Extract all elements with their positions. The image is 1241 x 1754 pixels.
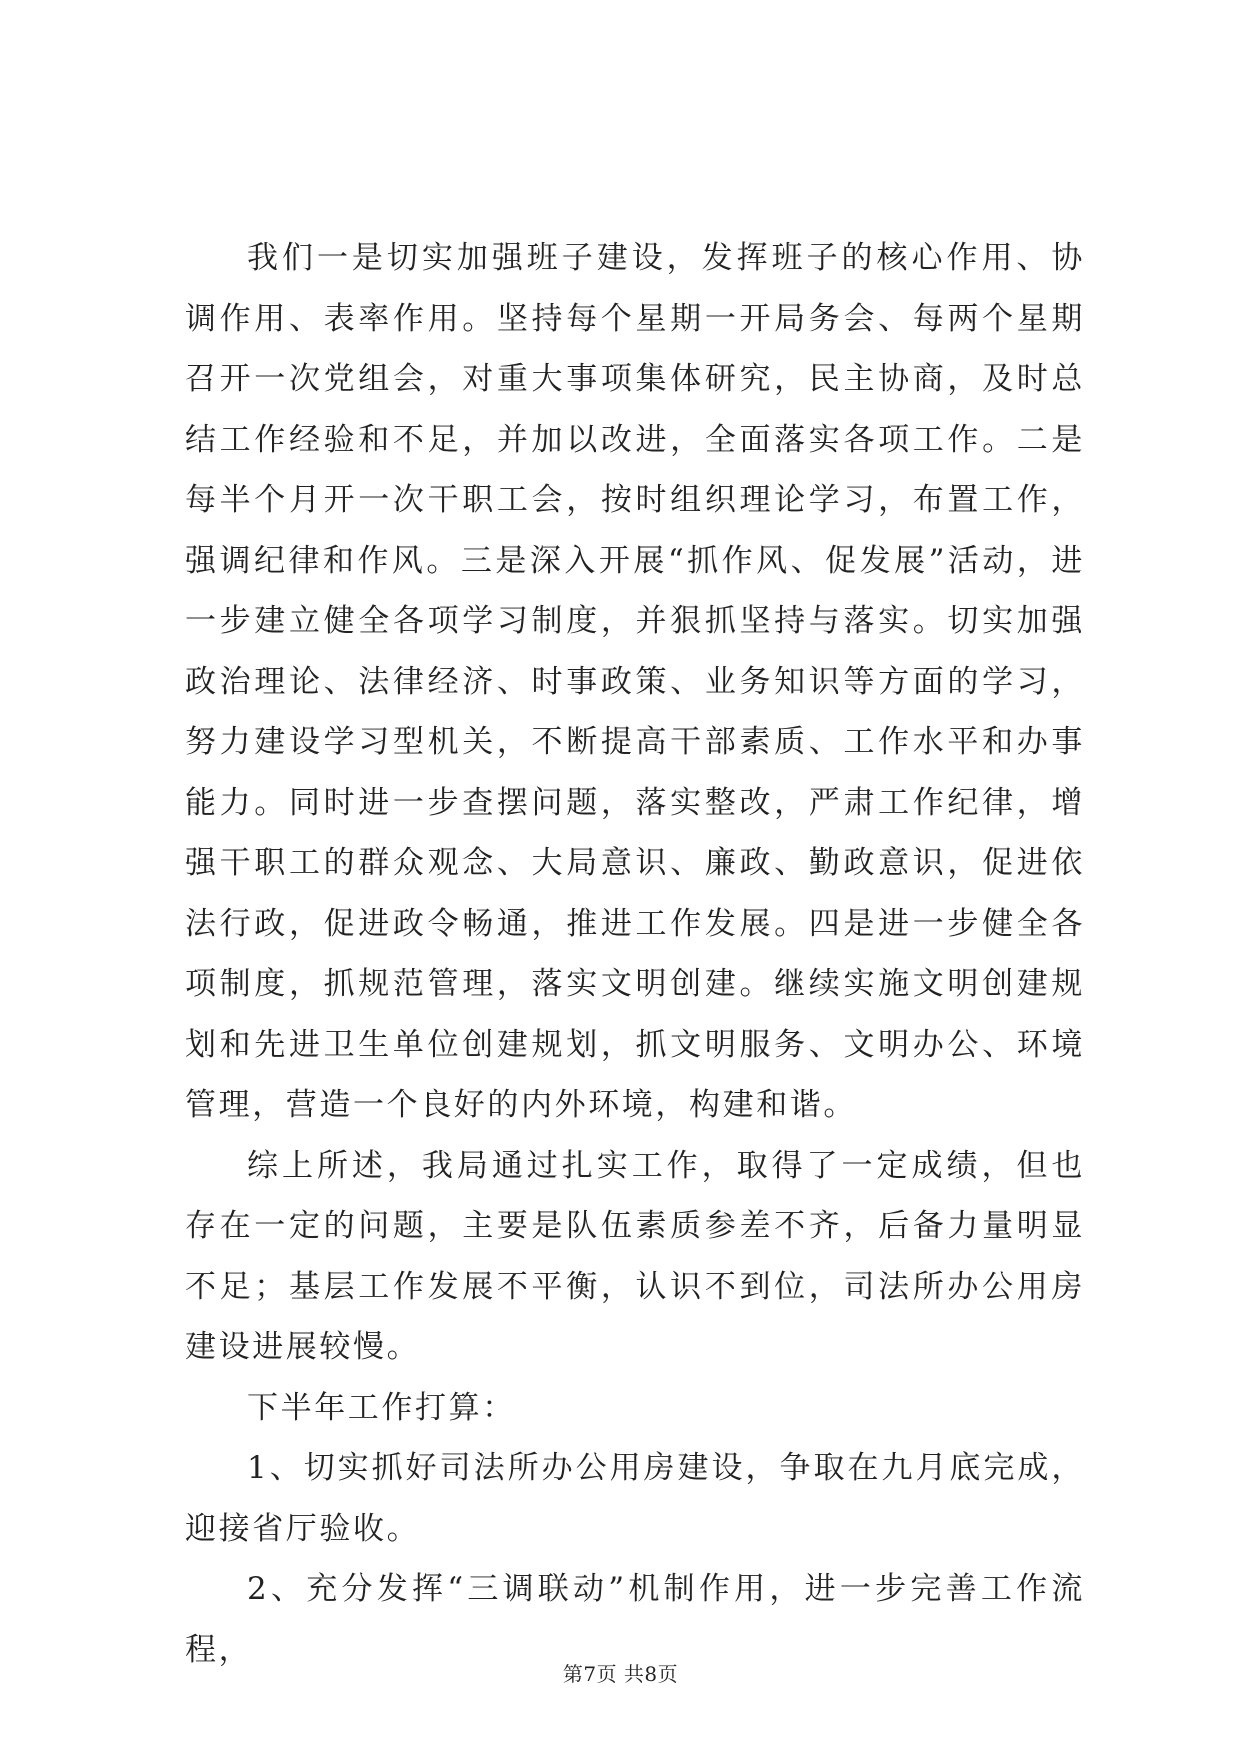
paragraph-summary: 综上所述，我局通过扎实工作，取得了一定成绩，但也存在一定的问题，主要是队伍素质参差不齐，后备力量明显不足；基层工作发展不平衡，认识不到位，司法所办公用房建设进展较慢。 bbox=[185, 1147, 1085, 1365]
body-text bbox=[185, 228, 1085, 1680]
paragraph-plan-item-2: 2、充分发挥“三调联动”机制作用，进一步完善工作流程， bbox=[185, 1571, 1085, 1668]
page-number-footer: 第7页 共8页 bbox=[562, 1662, 679, 1686]
paragraph-work-measures: 我们一是切实加强班子建设，发挥班子的核心作用、协调作用、表率作用。坚持每个星期一开局务会、每两个星期召开一次党组会，对重大事项集体研究，民主协商，及时总结工作经验和不足，并加以改进，全面落实各项工作。二是每半个月开一次干职工会，按时组织理论学习，布置工作，强调纪律和作风。三是深入开展“抓作风、促发展”活动，进一步建立健全各项学习制度，并狠抓坚持与落实。切实加强政治理论、法律经济、时事政策、业务知识等方面的学习，努力建设学习型机关，不断提高干部素质、工作水平和办事能力。同时进一步查摆问题，落实整改，严肃工作纪律，增强干职工的群众观念、大局意识、廉政、勤政意识，促进依法行政，促进政令畅通，推进工作发展。四是进一步健全各项制度，抓规范管理，落实文明创建。继续实施文明创建规划和先进卫生单位创建规划，抓文明服务、文明办公、环境管理，营造一个良好的内外环境，构建和谐。 bbox=[185, 240, 1085, 1123]
paragraph-plan-heading: 下半年工作打算： bbox=[247, 1389, 516, 1426]
paragraph-plan-item-1: 1、切实抓好司法所办公用房建设，争取在九月底完成，迎接省厅验收。 bbox=[185, 1450, 1085, 1547]
